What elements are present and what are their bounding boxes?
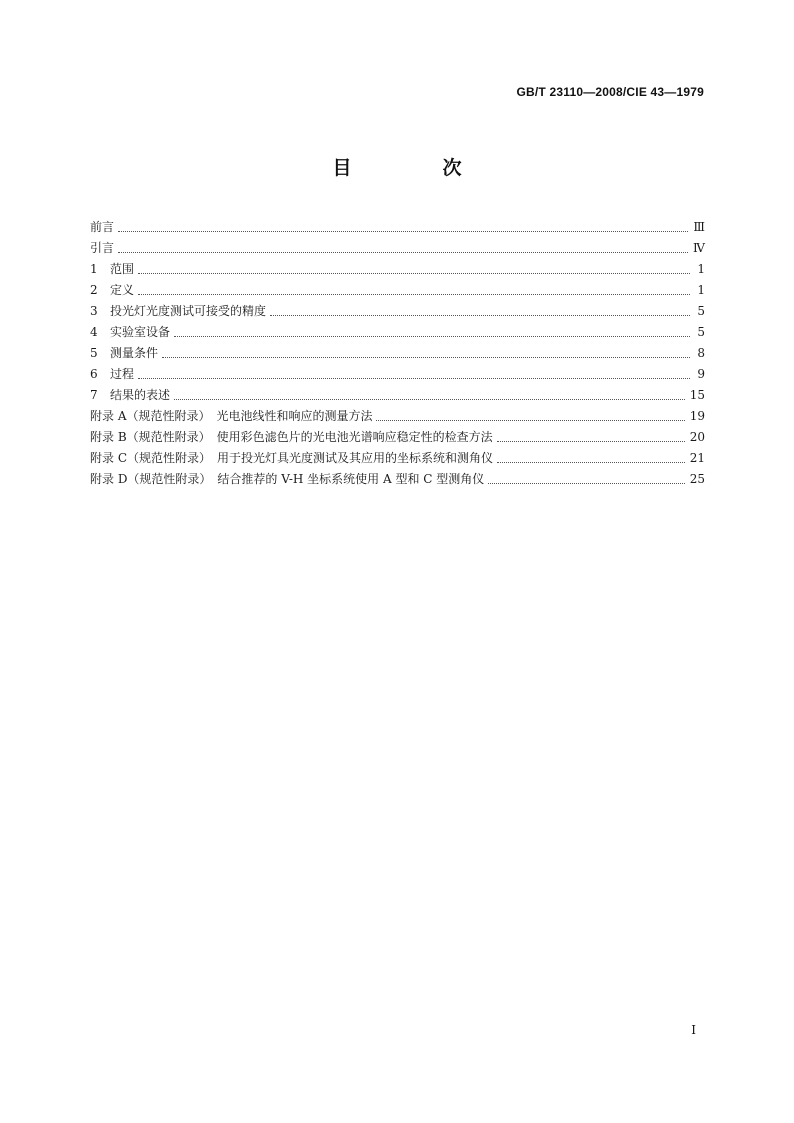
toc-entry-5[interactable]: [90, 343, 705, 364]
toc-entry-number: 1: [90, 262, 98, 276]
toc-entry-introduction[interactable]: [90, 238, 705, 259]
standard-code: GB/T 23110—2008/CIE 43—1979: [516, 85, 704, 99]
dot-leader: [174, 398, 685, 400]
toc-entry-number: 6: [90, 367, 98, 381]
dot-leader: [138, 293, 690, 295]
toc-entry-label: 附录 B（规范性附录） 使用彩色滤色片的光电池光谱响应稳定性的检查方法: [90, 430, 493, 444]
toc-entry-page: 15: [689, 388, 705, 402]
toc-entry-1[interactable]: [90, 259, 705, 280]
page-title: 目 次: [332, 157, 498, 179]
toc-entry-label: [90, 322, 174, 343]
toc-entry-text: 范围: [110, 262, 135, 276]
dot-leader: [138, 377, 690, 379]
dot-leader: [162, 356, 690, 358]
table-of-contents: [90, 217, 705, 490]
toc-entry-page: Ⅳ: [693, 241, 705, 255]
toc-entry-page: 5: [697, 325, 705, 339]
dot-leader: [497, 461, 685, 463]
toc-entry-text: 实验室设备: [110, 325, 171, 339]
toc-entry-appendix-c[interactable]: [90, 448, 705, 469]
toc-entry-text: 结果的表述: [110, 388, 171, 402]
toc-entry-2[interactable]: [90, 280, 705, 301]
toc-entry-page: 5: [697, 304, 705, 318]
toc-entry-text: 定义: [110, 283, 135, 297]
toc-entry-label: [90, 364, 138, 385]
dot-leader: [118, 230, 688, 232]
toc-entry-6[interactable]: [90, 364, 705, 385]
toc-entry-7[interactable]: [90, 385, 705, 406]
dot-leader: [118, 251, 688, 253]
toc-entry-page: 1: [697, 283, 705, 297]
toc-entry-4[interactable]: [90, 322, 705, 343]
toc-entry-number: 4: [90, 325, 98, 339]
toc-entry-label: 附录 C（规范性附录） 用于投光灯具光度测试及其应用的坐标系统和测角仪: [90, 451, 493, 465]
toc-entry-label: [90, 280, 138, 301]
dot-leader: [270, 314, 690, 316]
toc-entry-page: Ⅲ: [693, 220, 705, 234]
toc-entry-page: 8: [697, 346, 705, 360]
toc-entry-page: 19: [689, 409, 705, 423]
toc-entry-label: [90, 343, 162, 364]
toc-entry-page: 1: [697, 262, 705, 276]
dot-leader: [138, 272, 690, 274]
toc-entry-number: 2: [90, 283, 98, 297]
toc-entry-label: 附录 D（规范性附录） 结合推荐的 V-H 坐标系统使用 A 型和 C 型测角仪: [90, 472, 485, 486]
toc-entry-page: 25: [689, 472, 705, 486]
dot-leader: [376, 419, 684, 421]
toc-entry-label: [90, 259, 138, 280]
page-number: I: [691, 1023, 696, 1037]
toc-entry-number: 5: [90, 346, 98, 360]
toc-entry-text: 过程: [110, 367, 135, 381]
toc-entry-text: 测量条件: [110, 346, 159, 360]
toc-entry-3[interactable]: [90, 301, 705, 322]
toc-entry-number: 7: [90, 388, 98, 402]
toc-entry-appendix-d[interactable]: [90, 469, 705, 490]
toc-entry-foreword[interactable]: [90, 217, 705, 238]
toc-entry-label: [90, 385, 174, 406]
toc-entry-label: 前言: [90, 220, 115, 234]
toc-entry-page: 21: [689, 451, 705, 465]
toc-entry-appendix-a[interactable]: [90, 406, 705, 427]
dot-leader: [488, 482, 684, 484]
toc-entry-label: [90, 301, 270, 322]
toc-entry-appendix-b[interactable]: [90, 427, 705, 448]
dot-leader: [497, 440, 685, 442]
toc-entry-page: 20: [689, 430, 705, 444]
dot-leader: [174, 335, 690, 337]
toc-entry-page: 9: [697, 367, 705, 381]
toc-entry-label: 附录 A（规范性附录） 光电池线性和响应的测量方法: [90, 409, 373, 423]
toc-entry-number: 3: [90, 304, 98, 318]
toc-entry-label: 引言: [90, 241, 115, 255]
toc-entry-text: 投光灯光度测试可接受的精度: [110, 304, 267, 318]
